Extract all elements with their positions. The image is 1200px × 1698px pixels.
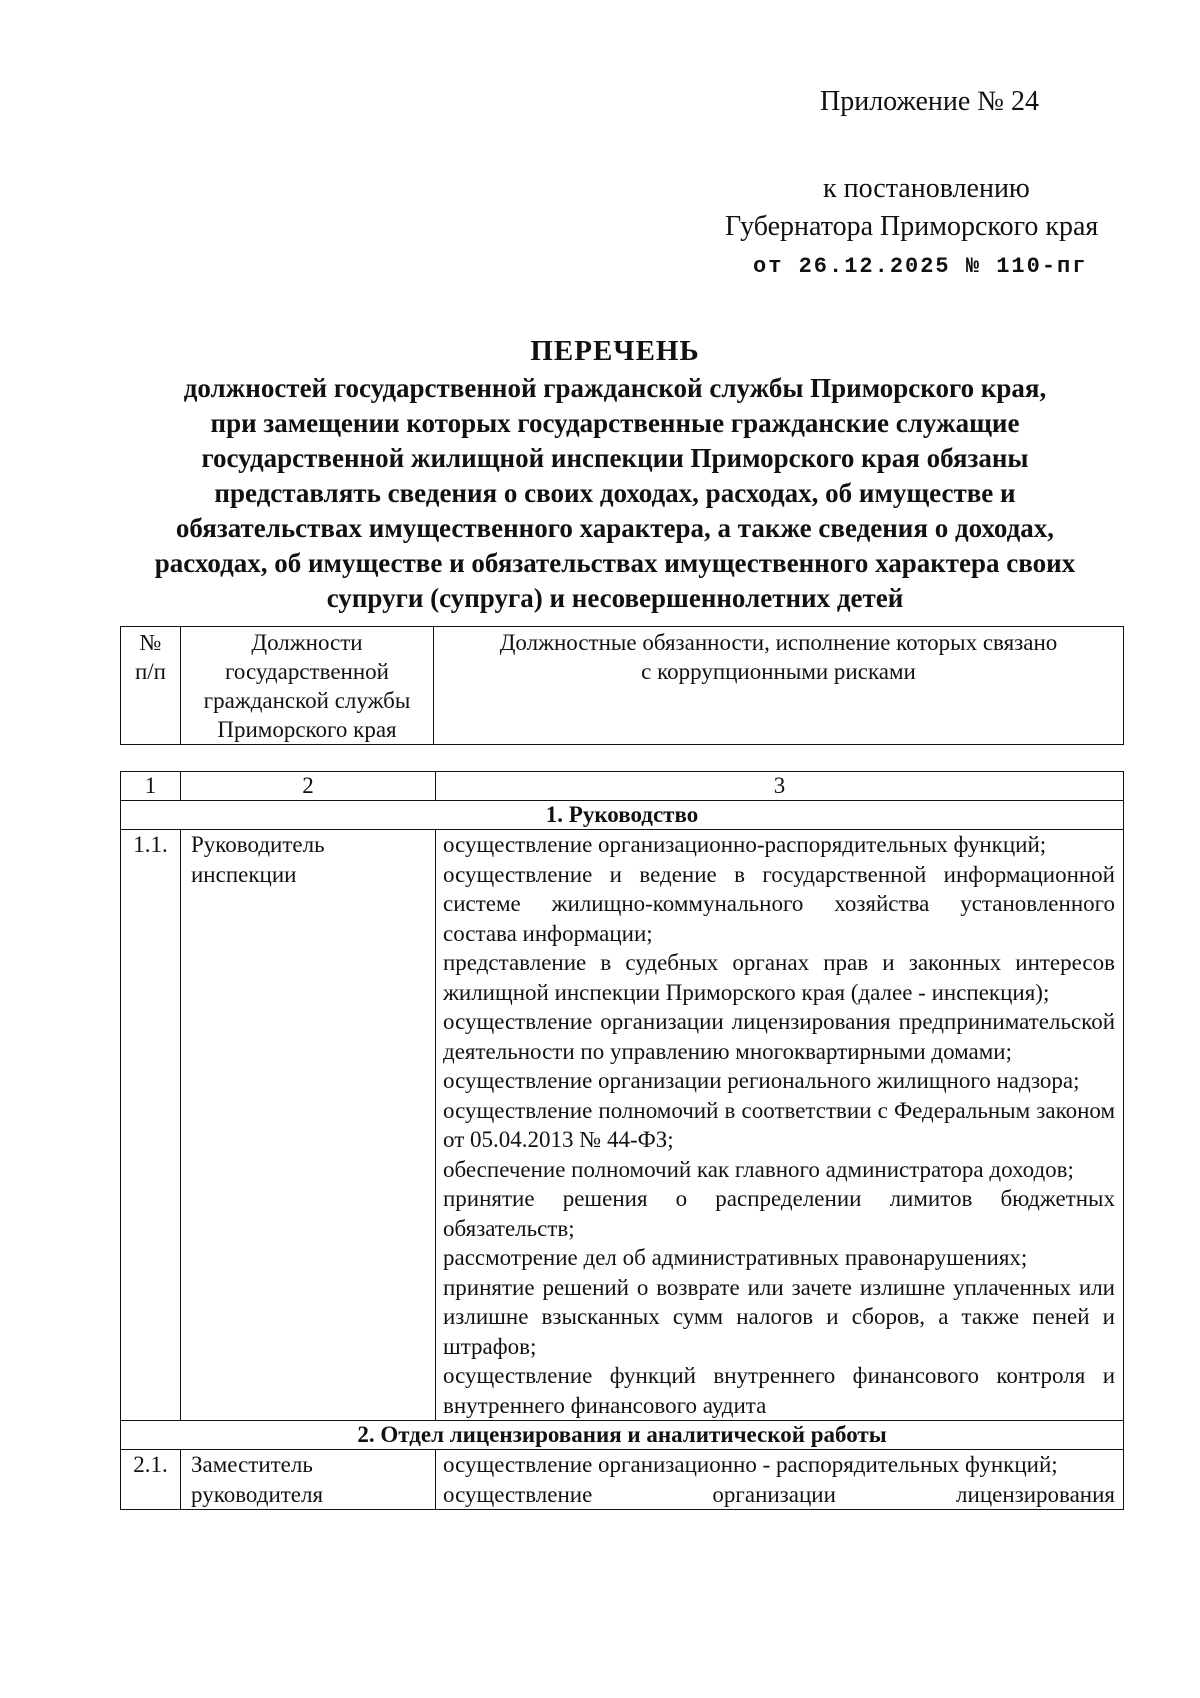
header-text: Приморского края <box>217 717 397 742</box>
position-line: Руководитель <box>191 832 325 857</box>
item-number: 1.1. <box>121 830 181 1421</box>
duty-item: осуществление и ведение в государственной информационной системе жилищно-коммунального хозяйства установленного состава информации; <box>443 861 1115 946</box>
subtitle-line: обязательствах имущественного характера, а также сведения о доходах, <box>175 513 1055 543</box>
duty-item: осуществление организационно - распорядительных функций; <box>443 1452 1058 1477</box>
header-text: п/п <box>134 659 166 684</box>
duty-item: представление в судебных органах прав и законных интересов жилищной инспекции Приморского края (далее - инспекция); <box>443 950 1115 1005</box>
duty-item: осуществление полномочий в соответствии с Федеральным законом от 05.04.2013 № 44-ФЗ; <box>443 1097 1115 1152</box>
header-text: № <box>139 630 162 655</box>
table-row <box>121 1450 1124 1510</box>
subtitle-line: должностей государственной гражданской службы Приморского края, <box>183 373 1047 403</box>
header-cell-position <box>181 627 434 745</box>
duty-item: рассмотрение дел об административных правонарушениях; <box>443 1245 1028 1270</box>
appendix-number: Приложение № 24 <box>820 86 1039 117</box>
column-number: 1 <box>121 772 181 801</box>
header-text: Должности <box>251 630 363 655</box>
item-position <box>181 1450 436 1510</box>
decree-governor: Губернатора Приморского края <box>725 211 1099 242</box>
header-text: гражданской службы <box>203 688 411 713</box>
table-header <box>120 626 1124 745</box>
column-number: 3 <box>436 772 1124 801</box>
decree-to-label: к постановлению <box>823 173 1030 204</box>
subtitle-line: при замещении которых государственные гражданские служащие <box>210 408 1020 438</box>
header-cell-number <box>121 627 181 745</box>
positions-table <box>120 771 1124 1510</box>
column-number: 2 <box>181 772 436 801</box>
duty-item: обеспечение полномочий как главного администратора доходов; <box>443 1156 1074 1182</box>
position-line: Заместитель <box>191 1452 313 1477</box>
section-row <box>121 1421 1124 1450</box>
duty-item: осуществление организации лицензирования <box>443 1481 1115 1507</box>
duty-item: осуществление организационно-распорядительных функций; <box>443 832 1047 857</box>
item-number: 2.1. <box>121 1450 181 1510</box>
subtitle-line: супруги (супруга) и несовершеннолетних детей <box>326 583 904 613</box>
decree-reference <box>725 170 1145 286</box>
document-title: ПЕРЕЧЕНЬ <box>530 335 700 367</box>
document-subtitle <box>110 371 1120 616</box>
header-text: государственной <box>225 659 389 684</box>
position-line: руководителя <box>191 1481 324 1507</box>
subtitle-line: государственной жилищной инспекции Приморского края обязаны <box>201 443 1029 473</box>
item-duties <box>436 1450 1124 1510</box>
subtitle-line: расходах, об имуществе и обязательствах имущественного характера своих <box>154 548 1076 578</box>
item-position <box>181 830 436 1421</box>
decree-date-number: от 26.12.2025 № 110-пг <box>753 254 1088 279</box>
section-title: 2. Отдел лицензирования и аналитической работы <box>121 1421 1124 1450</box>
duty-item: осуществление организации регионального жилищного надзора; <box>443 1068 1080 1093</box>
position-line: инспекции <box>191 861 297 887</box>
header-cell-duties <box>434 627 1124 745</box>
section-row <box>121 801 1124 830</box>
table-row <box>121 830 1124 1421</box>
subtitle-line: представлять сведения о своих доходах, расходах, об имуществе и <box>214 478 1016 508</box>
duty-item: принятие решений о возврате или зачете излишне уплаченных или излишне взысканных сумм налогов и сборов, а также пеней и штрафов; <box>443 1274 1115 1359</box>
header-text: Должностные обязанности, исполнение которых связано <box>499 630 1058 655</box>
column-number-row <box>121 772 1124 801</box>
item-duties <box>436 830 1124 1421</box>
duty-item: осуществление организации лицензирования предпринимательской деятельности по управлению многоквартирными домами; <box>443 1009 1115 1064</box>
section-title: 1. Руководство <box>121 801 1124 830</box>
document-title-block <box>110 333 1120 616</box>
header-text: с коррупционными рисками <box>641 659 916 684</box>
duty-item: осуществление функций внутреннего финансового контроля и внутреннего финансового аудита <box>443 1363 1115 1418</box>
duty-item: принятие решения о распределении лимитов бюджетных обязательств; <box>443 1186 1115 1241</box>
